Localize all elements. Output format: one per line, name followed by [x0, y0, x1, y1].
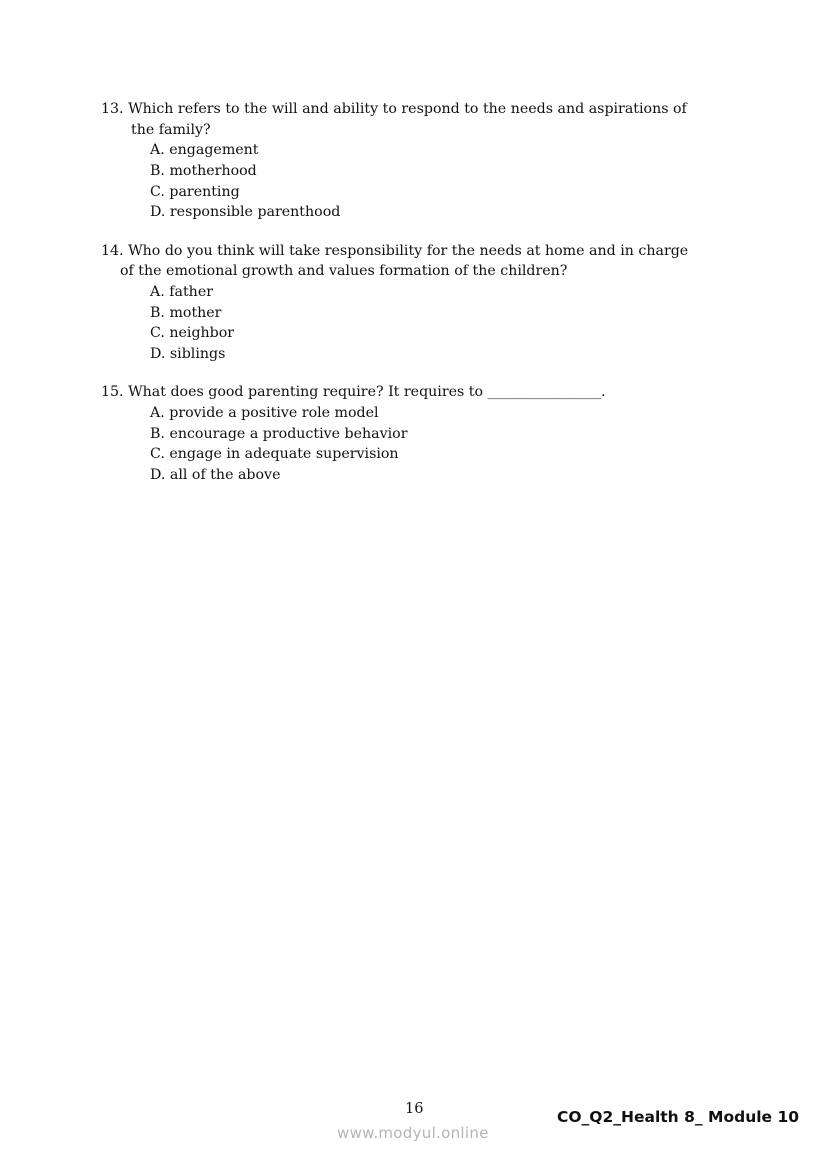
question-text: 14. Who do you think will take responsibility for the needs at home and in charge [101, 243, 689, 259]
option: D. responsible parenthood [150, 204, 341, 220]
option: B. encourage a productive behavior [150, 426, 408, 442]
option: A. engagement [150, 142, 259, 158]
module-code: CO_Q2_Health 8_ Module 10 [557, 1108, 800, 1126]
option: B. motherhood [150, 163, 257, 179]
question-text: 13. Which refers to the will and ability to respond to the needs and aspirations of [101, 101, 687, 117]
option: A. provide a positive role model [150, 405, 379, 421]
option: B. mother [150, 305, 222, 321]
option: C. parenting [150, 184, 240, 200]
option: C. neighbor [150, 325, 235, 341]
option: C. engage in adequate supervision [150, 446, 399, 462]
option: A. father [150, 284, 213, 300]
option: D. siblings [150, 346, 226, 362]
question-text: the family? [131, 122, 211, 138]
question-text: 15. What does good parenting require? It requires to ________________. [101, 384, 606, 400]
watermark: www.modyul.online [337, 1124, 489, 1142]
question-text: of the emotional growth and values formation of the children? [120, 263, 568, 279]
option: D. all of the above [150, 467, 281, 483]
page-number: 16 [405, 1101, 424, 1117]
